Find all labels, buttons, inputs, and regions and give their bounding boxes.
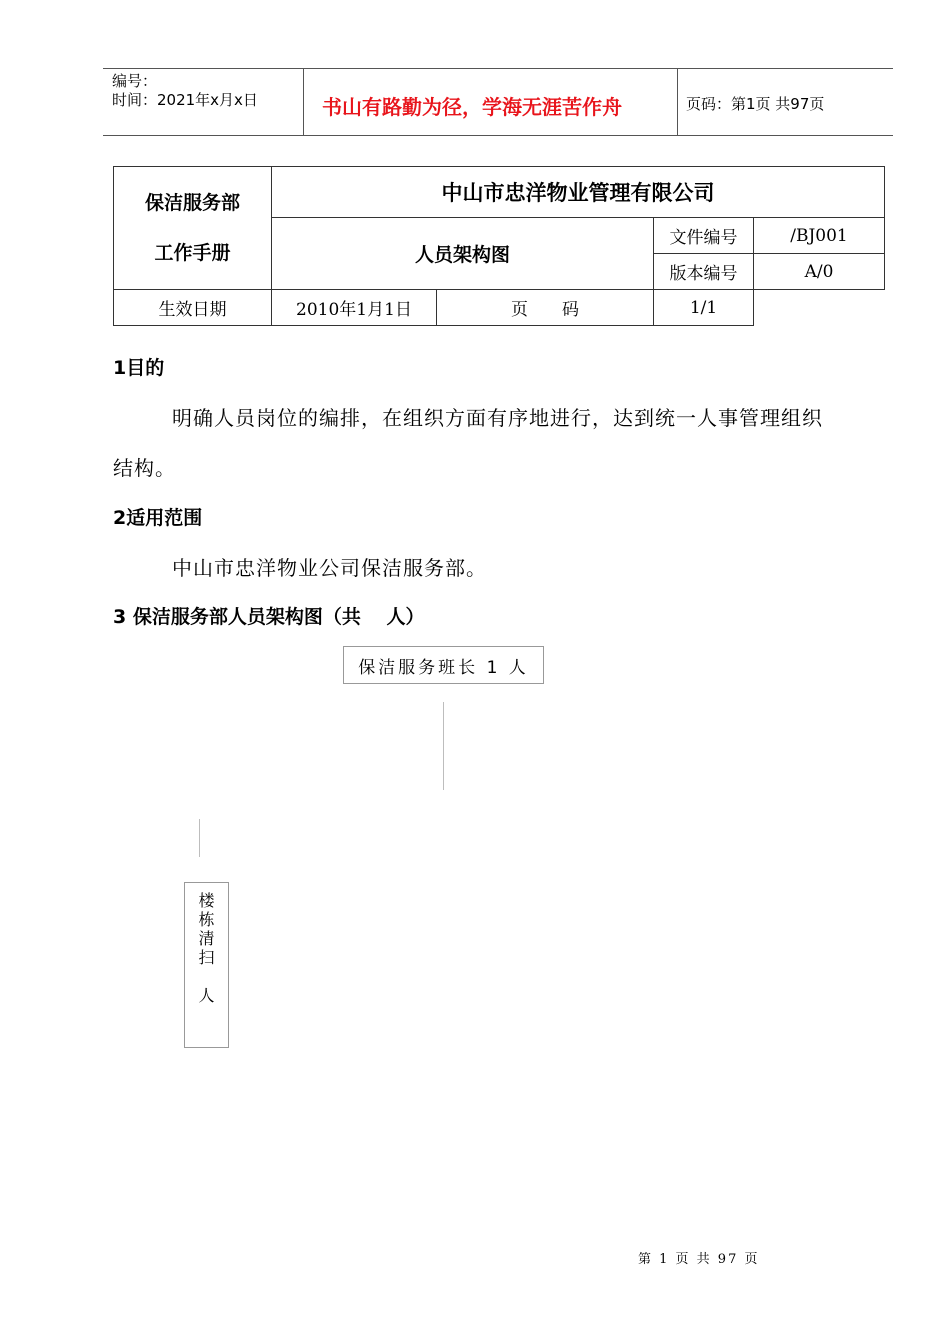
org-node-char: [185, 967, 228, 986]
header-time-label: 时间：2021年x月x日: [112, 91, 258, 109]
effective-date-value: 2010年1月1日: [272, 290, 437, 326]
header-divider-2: [677, 69, 678, 135]
org-connector-branch: [199, 819, 200, 857]
org-node-building-cleaning: [184, 882, 229, 1048]
header-motto: 书山有路勤为径，学海无涯苦作舟: [322, 95, 622, 119]
org-node-char: 栋: [198, 910, 215, 929]
header-top-rule: [103, 68, 893, 69]
file-number-value: /BJ001: [754, 218, 885, 254]
manual-dept: 保洁服务部: [144, 192, 240, 214]
header-number-label: 编号：: [112, 72, 158, 90]
header-page-info: 页码：第1页 共97页: [686, 95, 825, 113]
org-node-char: 人: [198, 986, 215, 1005]
effective-date-label: 生效日期: [114, 290, 272, 326]
section-3-title: 3 保洁服务部人员架构图（共 人）: [113, 606, 425, 628]
org-node-char: 楼: [198, 891, 215, 910]
org-node-team-leader-label: 保洁服务班长 1 人: [358, 657, 529, 678]
org-node-char: 扫: [198, 948, 215, 967]
section-2-title: 2适用范围: [113, 507, 203, 529]
doc-title: 人员架构图: [272, 218, 654, 290]
section-1-title: 1目的: [113, 357, 165, 379]
page-value: 1/1: [654, 290, 754, 326]
header-bottom-rule: [103, 135, 893, 136]
org-node-char: 清: [198, 929, 215, 948]
section-1-text-line1: 明确人员岗位的编排，在组织方面有序地进行，达到统一人事管理组织: [172, 406, 823, 430]
org-node-building-cleaning-label: [185, 891, 228, 1005]
version-value: A/0: [754, 254, 885, 290]
section-1-text-line2: 结构。: [113, 456, 176, 480]
manual-title: 工作手册: [154, 242, 231, 264]
file-number-label: 文件编号: [654, 218, 754, 254]
page-footer: 第 1 页 共 97 页: [638, 1252, 760, 1267]
page-label: 页 码: [437, 290, 654, 326]
section-2-text: 中山市忠洋物业公司保洁服务部。: [172, 556, 487, 580]
document-info-table: [113, 166, 885, 326]
org-node-team-leader: [343, 646, 544, 684]
manual-name-cell: [114, 167, 272, 290]
header-divider-1: [303, 69, 304, 135]
version-label: 版本编号: [654, 254, 754, 290]
company-name: 中山市忠洋物业管理有限公司: [272, 167, 885, 218]
org-connector-main: [443, 702, 444, 790]
